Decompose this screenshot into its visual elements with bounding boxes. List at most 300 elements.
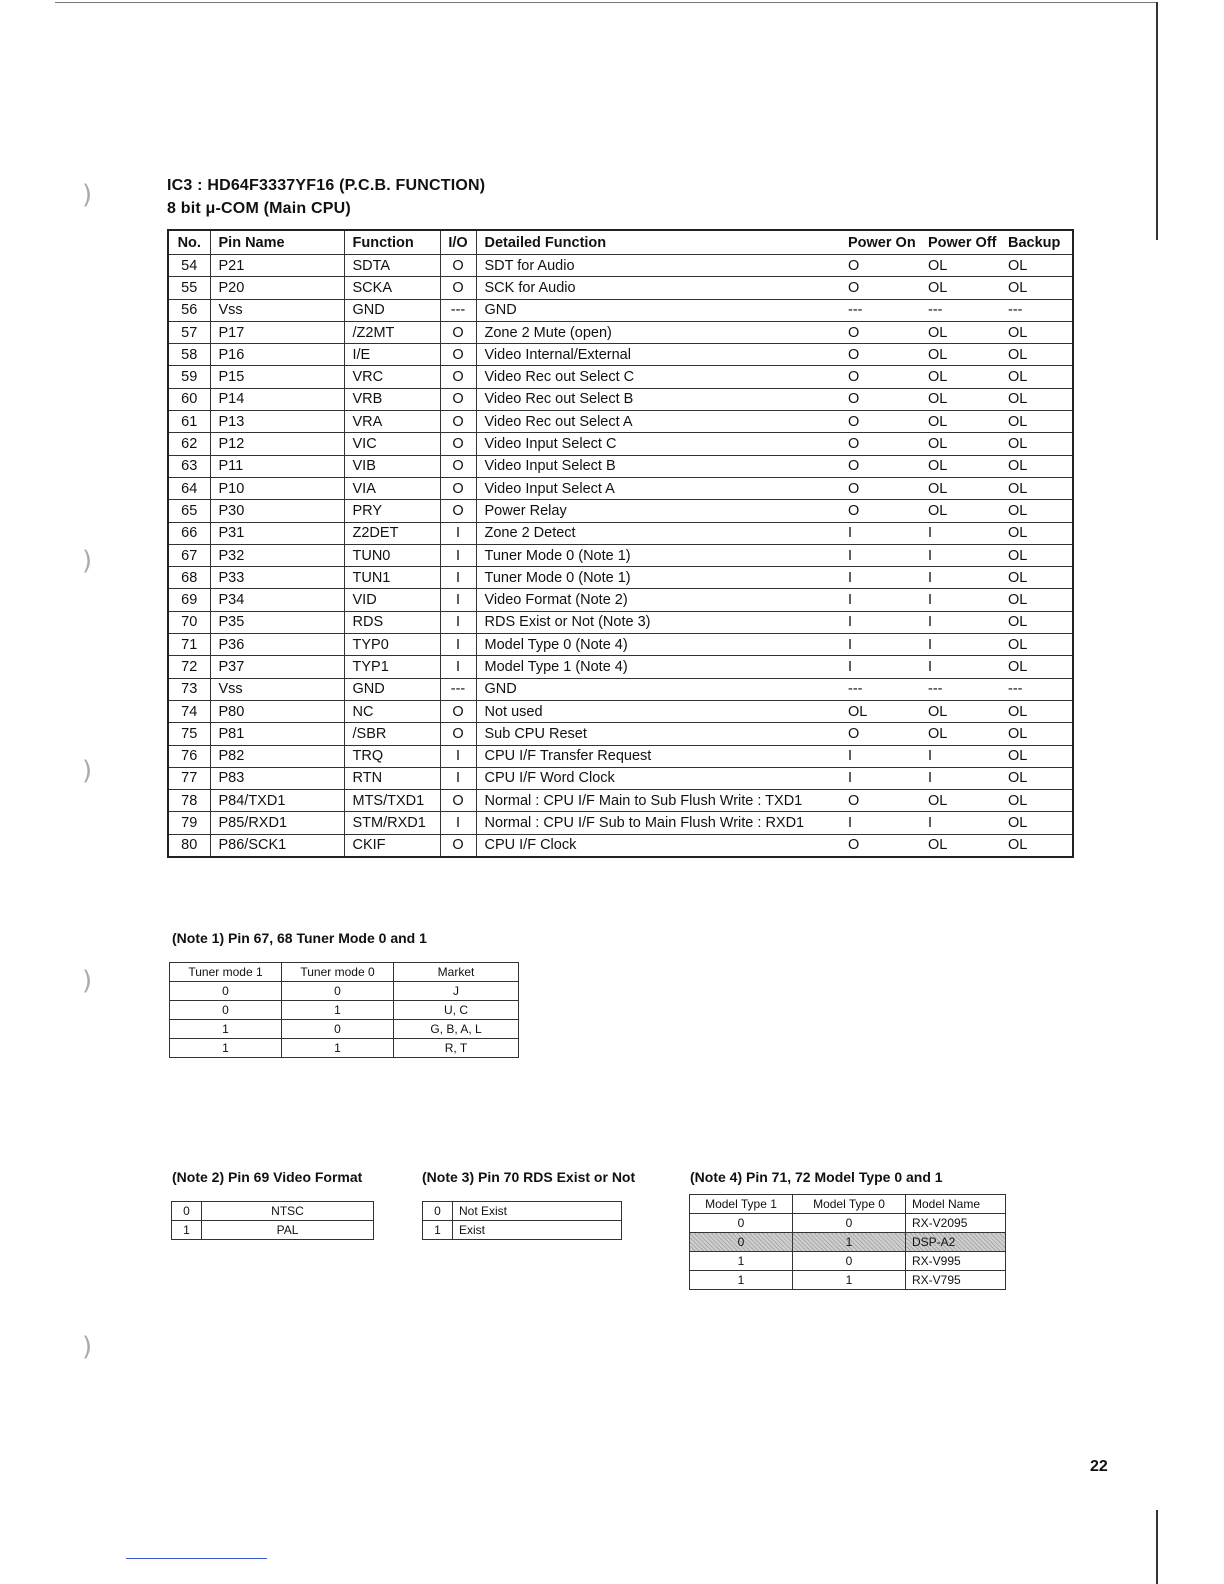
cell-function: VIA <box>344 477 440 499</box>
cell-power-on: O <box>840 790 920 812</box>
cell-io: O <box>440 321 476 343</box>
cell-power-off: OL <box>920 834 1000 857</box>
cell-backup: OL <box>1000 500 1073 522</box>
table-row <box>423 1221 622 1240</box>
cell-function: VIB <box>344 455 440 477</box>
table-row <box>168 522 1073 544</box>
table-row <box>168 723 1073 745</box>
cell-power-on: I <box>840 589 920 611</box>
note1-table <box>169 962 519 1058</box>
note4-cell: DSP-A2 <box>906 1233 1006 1252</box>
cell-function: VRC <box>344 366 440 388</box>
cell-function: RDS <box>344 611 440 633</box>
table-row <box>168 589 1073 611</box>
cell-no: 59 <box>168 366 210 388</box>
cell-pin-name: P21 <box>210 255 344 277</box>
cell-backup: OL <box>1000 767 1073 789</box>
note3-table <box>422 1201 622 1240</box>
cell-pin-name: P35 <box>210 611 344 633</box>
cell-backup: OL <box>1000 321 1073 343</box>
cell-no: 62 <box>168 433 210 455</box>
cell-backup: OL <box>1000 589 1073 611</box>
cell-no: 58 <box>168 344 210 366</box>
cell-io: I <box>440 522 476 544</box>
cell-pin-name: P31 <box>210 522 344 544</box>
page-title: IC3 : HD64F3337YF16 (P.C.B. FUNCTION) <box>167 177 486 194</box>
cell-no: 76 <box>168 745 210 767</box>
cell-detailed-function: Video Input Select A <box>476 477 840 499</box>
cell-detailed-function: Model Type 0 (Note 4) <box>476 634 840 656</box>
table-row <box>170 1001 519 1020</box>
header-power-off: Power Off <box>920 230 1000 255</box>
cell-pin-name: P16 <box>210 344 344 366</box>
cell-function: VIC <box>344 433 440 455</box>
table-header-row <box>168 230 1073 255</box>
table-row <box>423 1202 622 1221</box>
table-row <box>168 500 1073 522</box>
cell-no: 70 <box>168 611 210 633</box>
note1-cell: J <box>394 982 519 1001</box>
cell-power-off: OL <box>920 700 1000 722</box>
cell-backup: OL <box>1000 477 1073 499</box>
cell-power-off: OL <box>920 366 1000 388</box>
cell-power-on: O <box>840 723 920 745</box>
cell-io: O <box>440 433 476 455</box>
cell-detailed-function: Video Input Select C <box>476 433 840 455</box>
cell-power-off: OL <box>920 411 1000 433</box>
cell-backup: --- <box>1000 678 1073 700</box>
note1-title: (Note 1) Pin 67, 68 Tuner Mode 0 and 1 <box>172 930 427 946</box>
cell-pin-name: Vss <box>210 678 344 700</box>
note2-table <box>171 1201 374 1240</box>
cell-power-on: O <box>840 411 920 433</box>
cell-detailed-function: CPU I/F Word Clock <box>476 767 840 789</box>
cell-backup: OL <box>1000 366 1073 388</box>
cell-power-on: I <box>840 522 920 544</box>
cell-power-on: I <box>840 611 920 633</box>
table-row <box>168 656 1073 678</box>
note1-cell: R, T <box>394 1039 519 1058</box>
cell-io: I <box>440 812 476 834</box>
cell-function: VID <box>344 589 440 611</box>
table-header-row <box>170 963 519 982</box>
cell-power-on: O <box>840 277 920 299</box>
cell-power-on: I <box>840 767 920 789</box>
cell-io: O <box>440 700 476 722</box>
cell-detailed-function: Sub CPU Reset <box>476 723 840 745</box>
cell-detailed-function: Zone 2 Detect <box>476 522 840 544</box>
note3-cell: 1 <box>423 1221 453 1240</box>
cell-detailed-function: Zone 2 Mute (open) <box>476 321 840 343</box>
note2-title: (Note 2) Pin 69 Video Format <box>172 1169 363 1185</box>
cell-io: O <box>440 366 476 388</box>
cell-no: 55 <box>168 277 210 299</box>
cell-function: GND <box>344 678 440 700</box>
cell-backup: OL <box>1000 277 1073 299</box>
cell-detailed-function: Video Format (Note 2) <box>476 589 840 611</box>
cell-no: 61 <box>168 411 210 433</box>
table-row <box>168 611 1073 633</box>
cell-detailed-function: CPU I/F Clock <box>476 834 840 857</box>
cell-pin-name: P32 <box>210 544 344 566</box>
cell-detailed-function: Video Rec out Select C <box>476 366 840 388</box>
cell-pin-name: P15 <box>210 366 344 388</box>
cell-pin-name: P17 <box>210 321 344 343</box>
header-backup: Backup <box>1000 230 1073 255</box>
cell-function: MTS/TXD1 <box>344 790 440 812</box>
cell-function: GND <box>344 299 440 321</box>
table-row <box>168 433 1073 455</box>
cell-detailed-function: Video Internal/External <box>476 344 840 366</box>
note3-title: (Note 3) Pin 70 RDS Exist or Not <box>422 1169 636 1185</box>
note1-cell: 0 <box>170 982 282 1001</box>
note4-cell: RX-V795 <box>906 1271 1006 1290</box>
table-row <box>168 544 1073 566</box>
cell-pin-name: P82 <box>210 745 344 767</box>
cell-function: TUN0 <box>344 544 440 566</box>
table-row <box>690 1233 1006 1252</box>
cell-io: I <box>440 745 476 767</box>
table-row <box>168 477 1073 499</box>
cell-no: 57 <box>168 321 210 343</box>
cell-power-off: OL <box>920 455 1000 477</box>
cell-power-on: --- <box>840 299 920 321</box>
cell-power-off: I <box>920 656 1000 678</box>
page-number: 22 <box>1090 1458 1108 1475</box>
cell-backup: OL <box>1000 656 1073 678</box>
note4-cell: RX-V995 <box>906 1252 1006 1271</box>
cell-power-off: I <box>920 812 1000 834</box>
cell-io: O <box>440 790 476 812</box>
note2-cell: NTSC <box>202 1202 374 1221</box>
cell-function: RTN <box>344 767 440 789</box>
punch-mark: ) <box>82 966 93 996</box>
cell-power-off: OL <box>920 433 1000 455</box>
table-row <box>168 834 1073 857</box>
cell-io: I <box>440 656 476 678</box>
cell-no: 78 <box>168 790 210 812</box>
cell-power-off: OL <box>920 790 1000 812</box>
cell-detailed-function: GND <box>476 678 840 700</box>
cell-power-off: OL <box>920 388 1000 410</box>
cell-backup: OL <box>1000 700 1073 722</box>
cell-power-off: I <box>920 522 1000 544</box>
cell-power-on: O <box>840 255 920 277</box>
note4-header: Model Type 1 <box>690 1195 793 1214</box>
cell-detailed-function: Video Rec out Select B <box>476 388 840 410</box>
table-row <box>168 344 1073 366</box>
pin-function-table <box>167 229 1074 858</box>
note1-cell: 0 <box>282 982 394 1001</box>
cell-power-off: I <box>920 767 1000 789</box>
cell-pin-name: P20 <box>210 277 344 299</box>
cell-backup: OL <box>1000 388 1073 410</box>
cell-detailed-function: Normal : CPU I/F Main to Sub Flush Write : TXD1 <box>476 790 840 812</box>
cell-io: O <box>440 411 476 433</box>
cell-function: PRY <box>344 500 440 522</box>
note4-header: Model Type 0 <box>793 1195 906 1214</box>
cell-pin-name: P34 <box>210 589 344 611</box>
cell-io: O <box>440 477 476 499</box>
table-row <box>690 1252 1006 1271</box>
cell-io: O <box>440 388 476 410</box>
cell-io: I <box>440 544 476 566</box>
table-row <box>168 255 1073 277</box>
cell-power-off: I <box>920 634 1000 656</box>
cell-backup: OL <box>1000 812 1073 834</box>
cell-power-off: OL <box>920 344 1000 366</box>
cell-io: O <box>440 255 476 277</box>
table-row <box>168 455 1073 477</box>
note4-cell: 1 <box>690 1252 793 1271</box>
header-pin-name: Pin Name <box>210 230 344 255</box>
cell-io: I <box>440 567 476 589</box>
cell-backup: OL <box>1000 745 1073 767</box>
cell-io: I <box>440 634 476 656</box>
table-row <box>168 634 1073 656</box>
cell-detailed-function: Not used <box>476 700 840 722</box>
cell-no: 66 <box>168 522 210 544</box>
cell-function: TYP0 <box>344 634 440 656</box>
cell-power-on: I <box>840 656 920 678</box>
cell-pin-name: P33 <box>210 567 344 589</box>
table-header-row <box>690 1195 1006 1214</box>
cell-detailed-function: Video Input Select B <box>476 455 840 477</box>
cell-power-off: OL <box>920 723 1000 745</box>
cell-pin-name: P37 <box>210 656 344 678</box>
cell-detailed-function: SDT for Audio <box>476 255 840 277</box>
table-row <box>690 1271 1006 1290</box>
cell-pin-name: P85/RXD1 <box>210 812 344 834</box>
cell-function: SDTA <box>344 255 440 277</box>
note1-header: Tuner mode 0 <box>282 963 394 982</box>
cell-power-on: --- <box>840 678 920 700</box>
cell-function: NC <box>344 700 440 722</box>
cell-io: --- <box>440 678 476 700</box>
table-row <box>170 982 519 1001</box>
note2-cell: 0 <box>172 1202 202 1221</box>
cell-power-on: O <box>840 500 920 522</box>
cell-power-off: I <box>920 745 1000 767</box>
cell-pin-name: P11 <box>210 455 344 477</box>
note4-cell: 0 <box>793 1252 906 1271</box>
cell-no: 71 <box>168 634 210 656</box>
punch-mark: ) <box>82 180 93 210</box>
table-row <box>168 321 1073 343</box>
cell-backup: OL <box>1000 567 1073 589</box>
cell-power-off: I <box>920 589 1000 611</box>
table-row <box>172 1202 374 1221</box>
note1-cell: 1 <box>170 1020 282 1039</box>
note1-cell: 0 <box>170 1001 282 1020</box>
cell-backup: --- <box>1000 299 1073 321</box>
note3-cell: Exist <box>453 1221 622 1240</box>
cell-backup: OL <box>1000 723 1073 745</box>
cell-power-on: O <box>840 433 920 455</box>
table-row <box>168 388 1073 410</box>
top-border-line <box>55 2 1157 3</box>
cell-io: O <box>440 455 476 477</box>
cell-pin-name: P36 <box>210 634 344 656</box>
cell-io: O <box>440 277 476 299</box>
note4-cell: 1 <box>793 1271 906 1290</box>
cell-backup: OL <box>1000 433 1073 455</box>
cell-no: 80 <box>168 834 210 857</box>
table-row <box>168 299 1073 321</box>
header-function: Function <box>344 230 440 255</box>
cell-power-on: O <box>840 344 920 366</box>
cell-function: STM/RXD1 <box>344 812 440 834</box>
cell-pin-name: P81 <box>210 723 344 745</box>
cell-power-off: I <box>920 611 1000 633</box>
cell-no: 68 <box>168 567 210 589</box>
cell-function: VRA <box>344 411 440 433</box>
cell-io: O <box>440 500 476 522</box>
cell-pin-name: P83 <box>210 767 344 789</box>
cell-power-on: O <box>840 388 920 410</box>
cell-backup: OL <box>1000 411 1073 433</box>
cell-function: I/E <box>344 344 440 366</box>
cell-no: 79 <box>168 812 210 834</box>
cell-detailed-function: Model Type 1 (Note 4) <box>476 656 840 678</box>
cell-no: 74 <box>168 700 210 722</box>
punch-mark: ) <box>82 546 93 576</box>
cell-io: I <box>440 767 476 789</box>
table-row <box>168 812 1073 834</box>
cell-pin-name: P10 <box>210 477 344 499</box>
table-row <box>168 700 1073 722</box>
table-row <box>168 366 1073 388</box>
cell-io: O <box>440 723 476 745</box>
cell-power-on: O <box>840 834 920 857</box>
note4-header: Model Name <box>906 1195 1006 1214</box>
cell-backup: OL <box>1000 344 1073 366</box>
table-row <box>172 1221 374 1240</box>
note4-cell: 1 <box>793 1233 906 1252</box>
table-row <box>168 411 1073 433</box>
cell-power-off: OL <box>920 477 1000 499</box>
table-row <box>690 1214 1006 1233</box>
cell-power-on: I <box>840 544 920 566</box>
cell-pin-name: P13 <box>210 411 344 433</box>
note4-cell: 0 <box>690 1214 793 1233</box>
cell-detailed-function: Power Relay <box>476 500 840 522</box>
cell-function: Z2DET <box>344 522 440 544</box>
note2-cell: PAL <box>202 1221 374 1240</box>
cell-power-off: OL <box>920 321 1000 343</box>
note1-cell: 1 <box>170 1039 282 1058</box>
table-row <box>168 277 1073 299</box>
cell-power-off: I <box>920 544 1000 566</box>
cell-function: /Z2MT <box>344 321 440 343</box>
note1-cell: G, B, A, L <box>394 1020 519 1039</box>
note4-cell: 1 <box>690 1271 793 1290</box>
cell-pin-name: P14 <box>210 388 344 410</box>
cell-no: 56 <box>168 299 210 321</box>
cell-power-off: --- <box>920 678 1000 700</box>
cell-pin-name: P80 <box>210 700 344 722</box>
table-row <box>168 790 1073 812</box>
table-row <box>170 1039 519 1058</box>
cell-power-off: OL <box>920 255 1000 277</box>
note3-cell: 0 <box>423 1202 453 1221</box>
note1-cell: 0 <box>282 1020 394 1039</box>
punch-mark: ) <box>82 756 93 786</box>
cell-detailed-function: GND <box>476 299 840 321</box>
note4-cell: 0 <box>690 1233 793 1252</box>
cell-function: TUN1 <box>344 567 440 589</box>
cell-io: I <box>440 589 476 611</box>
cell-power-on: OL <box>840 700 920 722</box>
cell-power-off: OL <box>920 277 1000 299</box>
header-detailed-function: Detailed Function <box>476 230 840 255</box>
cell-backup: OL <box>1000 455 1073 477</box>
cell-no: 75 <box>168 723 210 745</box>
cell-power-on: I <box>840 634 920 656</box>
cell-backup: OL <box>1000 255 1073 277</box>
cell-no: 77 <box>168 767 210 789</box>
table-row <box>170 1020 519 1039</box>
table-row <box>168 767 1073 789</box>
cell-no: 54 <box>168 255 210 277</box>
cell-no: 73 <box>168 678 210 700</box>
cell-no: 72 <box>168 656 210 678</box>
cell-power-off: OL <box>920 500 1000 522</box>
cell-backup: OL <box>1000 834 1073 857</box>
cell-power-on: O <box>840 477 920 499</box>
cell-io: O <box>440 834 476 857</box>
cell-function: VRB <box>344 388 440 410</box>
cell-io: O <box>440 344 476 366</box>
header-io: I/O <box>440 230 476 255</box>
header-power-on: Power On <box>840 230 920 255</box>
cell-pin-name: P12 <box>210 433 344 455</box>
note3-cell: Not Exist <box>453 1202 622 1221</box>
cell-no: 67 <box>168 544 210 566</box>
cell-backup: OL <box>1000 790 1073 812</box>
cell-function: /SBR <box>344 723 440 745</box>
table-row <box>168 678 1073 700</box>
cell-no: 64 <box>168 477 210 499</box>
cell-backup: OL <box>1000 544 1073 566</box>
cell-io: --- <box>440 299 476 321</box>
cell-function: CKIF <box>344 834 440 857</box>
cell-io: I <box>440 611 476 633</box>
note1-header: Market <box>394 963 519 982</box>
cell-function: TRQ <box>344 745 440 767</box>
table-row <box>168 567 1073 589</box>
cell-pin-name: P30 <box>210 500 344 522</box>
note4-cell: RX-V2095 <box>906 1214 1006 1233</box>
right-border-line-bottom <box>1156 1510 1158 1584</box>
cell-function: TYP1 <box>344 656 440 678</box>
note4-table <box>689 1194 1006 1290</box>
cell-no: 63 <box>168 455 210 477</box>
cell-detailed-function: Tuner Mode 0 (Note 1) <box>476 544 840 566</box>
cell-detailed-function: CPU I/F Transfer Request <box>476 745 840 767</box>
cell-function: SCKA <box>344 277 440 299</box>
punch-mark: ) <box>82 1332 93 1362</box>
cell-power-on: O <box>840 455 920 477</box>
table-row <box>168 745 1073 767</box>
cell-power-on: O <box>840 366 920 388</box>
right-border-line-top <box>1156 2 1158 240</box>
header-no: No. <box>168 230 210 255</box>
note4-cell: 0 <box>793 1214 906 1233</box>
cell-detailed-function: RDS Exist or Not (Note 3) <box>476 611 840 633</box>
note1-header: Tuner mode 1 <box>170 963 282 982</box>
cell-detailed-function: Video Rec out Select A <box>476 411 840 433</box>
